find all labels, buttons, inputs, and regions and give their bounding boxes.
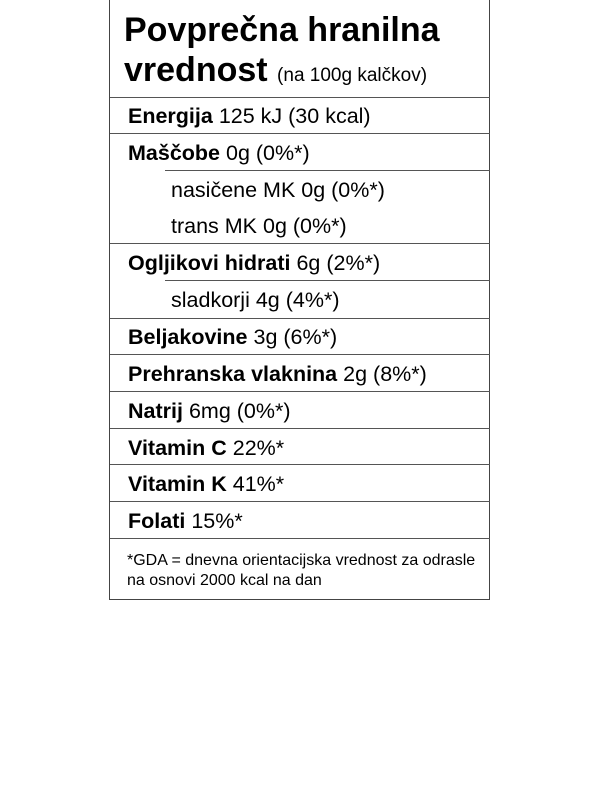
- divider: [110, 354, 490, 355]
- nutrient-value: 22%*: [232, 436, 285, 460]
- gda-footnote: *GDA = dnevna orientacijska vrednost za odrasle na osnovi 2000 kcal na dan: [127, 552, 476, 589]
- title-subtitle: (na 100g kalčkov): [277, 65, 428, 86]
- nutrient-row-fiber: [128, 360, 427, 388]
- nutrient-name: Vitamin K: [128, 472, 227, 496]
- nutrient-row-fat: [128, 139, 310, 167]
- nutrient-value: 125 kJ (30 kcal): [218, 104, 371, 128]
- nutrient-name: Prehranska vlaknina: [128, 362, 338, 386]
- nutrient-value: 6mg (0%*): [188, 399, 291, 423]
- nutrient-value: 2g (8%*): [343, 362, 427, 386]
- nutrient-value: 3g (6%*): [253, 325, 338, 349]
- nutrient-row-carbohydrates: [128, 249, 380, 277]
- divider: [110, 243, 490, 244]
- divider: [110, 428, 490, 429]
- nutrient-row-trans-fat: [171, 212, 347, 240]
- nutrient-value: 15%*: [191, 509, 243, 533]
- title-line-2: [124, 50, 484, 96]
- nutrient-value: 41%*: [232, 472, 285, 496]
- nutrient-row-protein: [128, 323, 337, 351]
- divider: [110, 97, 490, 98]
- nutrient-row-vitamin-c: [128, 434, 284, 462]
- divider: [110, 464, 490, 465]
- divider: [110, 391, 490, 392]
- title-line-2-bold: vrednost: [124, 51, 268, 89]
- divider: [110, 318, 490, 319]
- nutrient-name: Folati: [128, 509, 186, 533]
- nutrient-name: Maščobe: [128, 141, 221, 165]
- nutrition-title: [124, 10, 484, 96]
- nutrient-name: Energija: [128, 104, 213, 128]
- divider: [165, 280, 490, 281]
- nutrient-name: Beljakovine: [128, 325, 248, 349]
- divider: [110, 538, 490, 539]
- nutrient-value: nasičene MK 0g (0%*): [171, 178, 385, 202]
- title-line-1: Povprečna hranilna: [124, 11, 440, 49]
- nutrition-label: [109, 0, 490, 600]
- divider: [110, 501, 490, 502]
- nutrient-value: trans MK 0g (0%*): [171, 214, 347, 238]
- nutrient-name: Ogljikovi hidrati: [128, 251, 291, 275]
- nutrient-value: 0g (0%*): [226, 141, 310, 165]
- nutrient-row-saturated-fat: [171, 176, 385, 204]
- nutrient-row-vitamin-k: [128, 470, 284, 498]
- nutrient-value: 6g (2%*): [296, 251, 381, 275]
- nutrient-row-energy: [128, 102, 371, 130]
- nutrient-row-sodium: [128, 397, 291, 425]
- divider: [110, 133, 490, 134]
- nutrient-row-sugars: [171, 286, 339, 314]
- nutrient-name: Natrij: [128, 399, 183, 423]
- nutrient-value: sladkorji 4g (4%*): [171, 288, 340, 312]
- nutrient-row-folate: [128, 507, 243, 535]
- divider: [165, 170, 490, 171]
- nutrient-name: Vitamin C: [128, 436, 227, 460]
